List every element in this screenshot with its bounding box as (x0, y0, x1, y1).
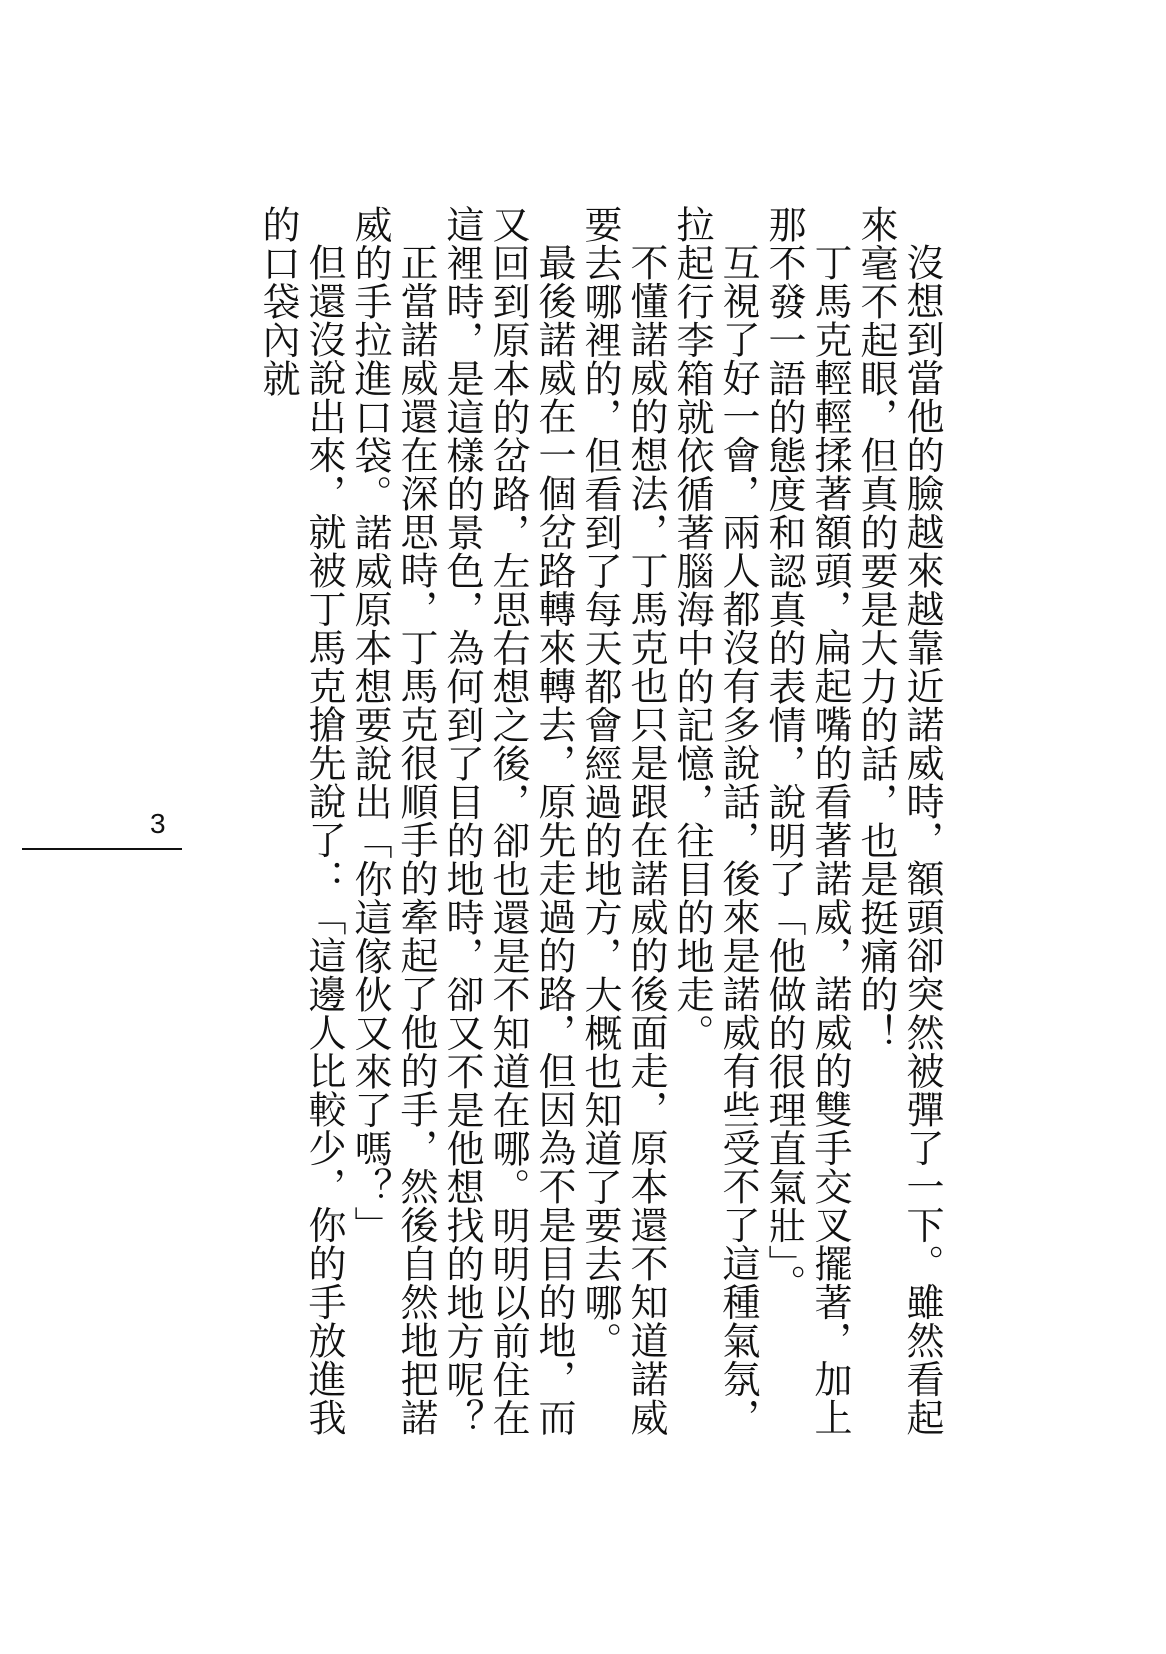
vertical-text-columns (255, 205, 945, 1440)
paragraph: 互視了好一會，兩人都沒有多說話，後來是諾威有些受不了這種氣氛，拉起行李箱就依循著腦海中的記憶，往目的地走。 (670, 205, 760, 1437)
paragraph: 最後諾威在一個岔路轉來轉去，原先走過的路，但因為不是目的地，而又回到原本的岔路，左思右想之後，卻也還是不知道在哪。明明以前住在這裡時，是這樣的景色，為何到了目的地時，卻又不是他想找的地方呢？ (440, 205, 576, 1437)
paragraph: 沒想到當他的臉越來越靠近諾威時，額頭卻突然被彈了一下。雖然看起來毫不起眼，但真的要是大力的話，也是挺痛的！ (854, 205, 944, 1437)
paragraph: 正當諾威還在深思時，丁馬克很順手的牽起了他的手，然後自然地把諾威的手拉進口袋。諾威原本想要說出「你這傢伙又來了嗎？」 (348, 205, 438, 1437)
body-text (255, 205, 944, 1440)
paragraph: 丁馬克輕輕揉著額頭，扁起嘴的看著諾威，諾威的雙手交叉擺著，加上那不發一語的態度和認真的表情，說明了「他做的很理直氣壯」。 (762, 205, 852, 1437)
paragraph: 不懂諾威的想法，丁馬克也只是跟在諾威的後面走，原本還不知道諾威要去哪裡的，但看到了每天都會經過的地方，大概也知道了要去哪。 (578, 205, 668, 1437)
paragraph: 但還沒說出來，就被丁馬克搶先說了：「這邊人比較少，你的手放進我的口袋內就 (256, 205, 346, 1437)
page-number-rule (22, 848, 182, 850)
page-number: 3 (150, 808, 166, 839)
